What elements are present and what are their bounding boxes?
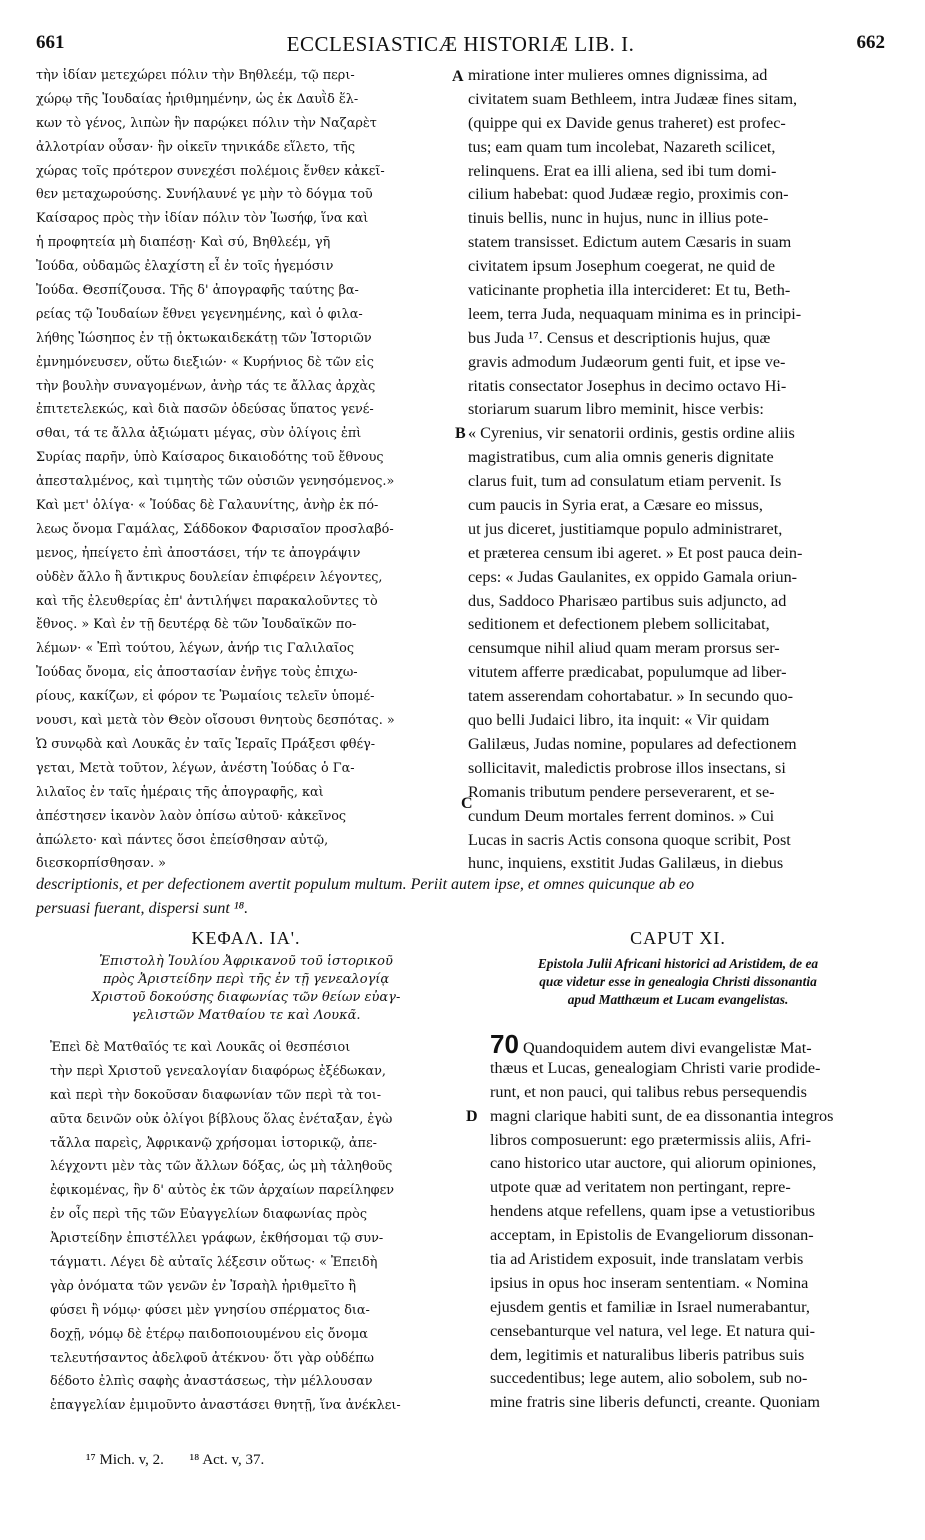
text-line: λέμων· « Ἐπὶ τούτου, λέγων, ἀνήρ τις Γαλιλαῖος: [36, 641, 355, 657]
text-line: τὴν περὶ Χριστοῦ γενεαλογίαν διαφόρως ἐξέδωκαν,: [50, 1063, 386, 1079]
text-line: Ἰούδα, οὐδαμῶς ἐλαχίστη εἶ ἐν τοῖς ἡγεμόσιν: [36, 259, 334, 275]
text-line: seditionem et defectionem plebem sollicitabat,: [468, 615, 770, 634]
text-line: τὴν βουλὴν συναγομένων, ἀνὴρ τάς τε ἄλλας ἀρχὰς: [36, 378, 376, 394]
text-line: τἄλλα παρεὶς, Ἀφρικανῷ χρήσομαι ἱστορικῷ, ἀπε-: [50, 1135, 377, 1151]
text-line: δοχῇ, νόμῳ δὲ ἑτέρῳ παιδοποιουμένου εἰς ὄνομα: [50, 1326, 368, 1342]
subtitle-line: γελιστῶν Ματθαίου τε καὶ Λουκᾶ.: [131, 1008, 361, 1023]
text-line: λεως ὄνομα Γαμάλας, Σάδδοκον Φαρισαῖον προσλαβό-: [36, 521, 394, 537]
page-number-right: 662: [856, 32, 885, 53]
text-line: ejusdem gentis et familiæ in Israel numerabantur,: [490, 1297, 810, 1316]
text-line: quo belli Judaici libro, ita inquit: « Vir quidam: [468, 711, 770, 730]
text-line: λιλαῖος ἐν ταῖς ἡμέραις τῆς ἀπογραφῆς, καὶ: [36, 784, 324, 800]
text-line: sollicitavit, maledictis probrose illos insectans, si: [468, 758, 786, 777]
text-line: ceps: « Judas Gaulanites, ex oppido Gamala oriun-: [468, 567, 798, 586]
text-line: statem transisset. Edictum autem Cæsaris in suam: [468, 233, 792, 252]
text-line: ut jus diceret, justitiamque populo administraret,: [468, 519, 783, 538]
text-line: vaticinante prophetia illa intercideret: Et tu, Beth-: [468, 281, 791, 300]
latin-text-column-bottom: [490, 1033, 900, 1415]
text-line: χώρῳ τῆς Ἰουδαίας ἠριθμημένην, ὡς ἐκ Δαυῒδ ἕλ-: [36, 91, 359, 107]
text-line: ἐπιτετελεκώς, καὶ διὰ πασῶν ὁδεύσας ὕπατος γενέ-: [36, 402, 374, 418]
text-line: τὴν ἰδίαν μετεχώρει πόλιν τὴν Βηθλεέμ, τῷ περι-: [36, 68, 355, 83]
text-line: (quippe qui ex Davide genus traheret) est profec-: [468, 113, 786, 132]
text-line: hunc, inquiens, exstitit Judas Galilæus, in diebus: [468, 854, 784, 873]
text-line: ipsius in opus hoc inseram sententiam. « Nomina: [490, 1273, 809, 1292]
text-line: thæus et Lucas, genealogiam Christi varie prodide-: [490, 1058, 821, 1077]
greek-text-column-top: [36, 64, 456, 876]
text-line: ἐμνημόνευσεν, οὕτω διεξιών· « Κυρήνιος δὲ τῶν εἰς: [36, 354, 374, 370]
margin-marker-c: C: [461, 795, 473, 812]
text-line: ἀπέστησεν ἱκανὸν λαὸν ὀπίσω αὐτοῦ· κἀκεῖνος: [36, 808, 347, 824]
text-line: λήθης Ἰώσηπος ἐν τῇ ὀκτωκαιδεκάτῃ τῶν Ἱστοριῶν: [36, 330, 372, 346]
text-line: civitatem ipsum Josephum coegerat, ne quid de: [468, 257, 776, 276]
text-line: vitutem afferre prædicabat, populumque ad liber-: [468, 663, 787, 682]
text-line: censumque nihil aliud quam meram prorsus ser-: [468, 639, 780, 658]
text-line: διεσκορπίσθησαν. »: [36, 856, 166, 872]
text-line: Ἰούδας ὄνομα, εἰς ἀποστασίαν ἐνῆγε τοὺς ἐπιχω-: [36, 665, 358, 681]
page-header: [36, 30, 885, 60]
text-line: καὶ περὶ τὴν δοκοῦσαν διαφωνίαν τῶν περὶ τὰ τοι-: [50, 1087, 382, 1103]
text-line: magni clarique habiti sunt, de ea dissonantia integros: [490, 1106, 834, 1125]
text-line: bus Juda ¹⁷. Census et descriptionis hujus, quæ: [468, 328, 771, 347]
text-line: Romanis tributum pendere perseverarent, et se-: [468, 782, 775, 801]
text-line: censebanturque vel natura, vel lege. Et natura qui-: [490, 1321, 815, 1340]
latin-chapter-subtitle: [468, 955, 888, 1009]
text-line: Lucas in sacris Actis consona quoque scribit, Post: [468, 830, 791, 849]
text-line: ἀλλοτρίαν οὖσαν· ἣν οἰκεῖν τηνικάδε εἵλετο, τῆς: [36, 139, 355, 155]
text-line: acceptam, in Epistolis de Evangeliorum dissonan-: [490, 1226, 814, 1245]
text-line: θεν μεταχωρούσης. Συνήλαυνέ γε μὴν τὸ δόγμα τοῦ: [36, 187, 373, 203]
text-line: γεται, Μετὰ τοῦτον, λέγων, ἀνέστη Ἰούδας ὁ Γα-: [36, 760, 355, 776]
text-line: « Cyrenius, vir senatorii ordinis, gestis ordine aliis: [468, 424, 795, 443]
text-line: ἔθνος. » Καὶ ἐν τῇ δευτέρᾳ δὲ τῶν Ἰουδαϊκῶν πο-: [36, 617, 357, 633]
text-line: χώρας τοῖς πρότερον συνεχέσι πολέμοις ἔνθεν κἀκεῖ-: [36, 163, 385, 179]
text-line: miratione inter mulieres omnes dignissima, ad: [468, 66, 768, 84]
footnote-18: ¹⁸ Act. v, 37.: [189, 1452, 265, 1468]
text-line: runt, et non pauci, qui talibus rebus persequendis: [490, 1082, 807, 1101]
text-line: tatem asserendam cohortabatur. » In secundo quo-: [468, 687, 793, 706]
subtitle-line: πρὸς Ἀριστείδην περὶ τῆς ἐν τῇ γενεαλογίᾳ: [102, 972, 390, 987]
greek-chapter-heading: ΚΕΦΑΛ. ΙΑ'.: [191, 928, 301, 948]
text-line: ritatis consectator Josephus in decimo octavo Hi-: [468, 376, 787, 395]
text-line: utpote quæ ad veritatem non pertingant, repre-: [490, 1178, 791, 1197]
text-line: γὰρ ὀνόματα τῶν γενῶν ἐν Ἰσραὴλ ἠριθμεῖτο ἢ: [50, 1278, 357, 1294]
text-line: καὶ τῆς ἐλευθερίας ἐπ' ἀντιλήψει παρακαλοῦντες τὸ: [36, 593, 378, 609]
greek-text-column-bottom: [50, 1036, 460, 1418]
section-number: 70: [490, 1033, 519, 1057]
text-line: τάγματι. Λέγει δὲ αὐταῖς λέξεσιν οὕτως· « Ἐπειδὴ: [50, 1255, 378, 1271]
text-line: cilium habebat: quod Judææ regio, proximis con-: [468, 185, 789, 204]
text-line: tia ad Aristidem exposuit, inde translatam verbis: [490, 1250, 804, 1269]
text-line: civitatem suam Bethleem, intra Judææ fines sitam,: [468, 89, 798, 108]
footnote-17: ¹⁷ Mich. v, 2.: [86, 1452, 164, 1468]
full-width-line-2: persuasi fuerant, dispersi sunt ¹⁸.: [36, 900, 249, 917]
latin-text-column-top: [468, 64, 888, 876]
greek-chapter-subtitle: [36, 953, 456, 1025]
text-line: νουσι, καὶ μετὰ τὸν Θεὸν οἴσουσι θνητοὺς δεσπότας. »: [36, 713, 395, 729]
text-line: tinuis bellis, nunc in hujus, nunc in illius pote-: [468, 209, 769, 228]
text-line: leem, terra Juda, nequaquam minima es in principi-: [468, 304, 802, 323]
latin-chapter-heading: CAPUT XI.: [630, 928, 726, 948]
text-line: magistratibus, cum alia omnis generis dignitate: [468, 448, 774, 467]
subtitle-line: Χριστοῦ δοκούσης διαφωνίας τῶν θείων εὐαγ-: [91, 990, 401, 1005]
subtitle-line: quæ videtur esse in genealogia Christi dissonantia: [539, 974, 817, 989]
text-line: Ἐπεὶ δὲ Ματθαῖός τε καὶ Λουκᾶς οἱ θεσπέσιοι: [50, 1040, 351, 1055]
text-line: ρείας τῷ Ἰουδαίων ἔθνει γεγενημένης, καὶ ὁ φιλα-: [36, 306, 363, 322]
text-line: αῦτα δεινῶν οὐκ ὀλίγοι βίβλους ὅλας ἐνέταξαν, ἐγὼ: [50, 1111, 393, 1127]
text-line: ἡ προφητεία μὴ διαπέσῃ· Καὶ σύ, Βηθλεέμ, γῆ: [36, 235, 331, 251]
subtitle-line: apud Matthæum et Lucam evangelistas.: [567, 992, 789, 1007]
text-line: mine fratris sine liberis defuncti, creante. Quoniam: [490, 1393, 820, 1412]
text-line: cum paucis in Syria erat, a Cæsare eo missus,: [468, 496, 763, 515]
text-line: ἐπαγγελίαν ἐμιμοῦντο ἀναστάσει θνητῇ, ἵνα ἀνέκλει-: [50, 1398, 401, 1414]
text-line: δέδοτο ἐλπὶς σαφὴς ἀναστάσεως, τὴν μέλλουσαν: [50, 1374, 373, 1390]
text-line: κων τὸ γένος, λιπὼν ἣν παρῴκει πόλιν τὴν Ναζαρὲτ: [36, 115, 377, 131]
full-width-line-1: descriptionis, et per defectionem avertit populum multum. Periit autem ipse, et omnes quicunque ab eo: [36, 876, 695, 893]
text-line: et præterea censum ibi ageret. » Et post pauca dein-: [468, 543, 803, 562]
text-line: λέγχοντι μὲν τὰς τῶν ἄλλων δόξας, ὡς μὴ τἀληθοῦς: [50, 1159, 393, 1175]
text-line: tus; eam quam tum incolebat, Nazareth scilicet,: [468, 137, 776, 156]
text-line: cundum Deum mortales ferrent dominos. » Cui: [468, 806, 775, 825]
latin-first-line-text: Quandoquidem autem divi evangelistæ Mat-: [522, 1039, 812, 1057]
latin-chapter-first-line: [490, 1033, 900, 1057]
text-line: οὐδὲν ἄλλο ἢ ἄντικρυς δουλείαν ἐπιφέρειν λέγοντες,: [36, 569, 383, 585]
subtitle-line: Epistola Julii Africani historici ad Aristidem, de ea: [537, 956, 819, 971]
footnotes: [86, 1452, 286, 1469]
text-line: gravis admodum Judæorum genti fuit, et ipse ve-: [468, 352, 786, 371]
text-line: ἐφικομένας, ἣν δ' αὐτὸς ἐκ τῶν ἀρχαίων παρείληφεν: [50, 1183, 394, 1199]
text-line: Καὶ μετ' ὀλίγα· « Ἰούδας δὲ Γαλαυνίτης, ἀνὴρ ἐκ πό-: [36, 498, 379, 514]
text-line: Galilæus, Judas nomine, populares ad defectionem: [468, 734, 797, 753]
text-line: libros composuerunt: ego prætermissis aliis, Afri-: [490, 1130, 812, 1149]
text-line: Ἰούδα. Θεσπίζουσα. Τῆς δ' ἀπογραφῆς ταύτης βα-: [36, 283, 359, 299]
margin-marker-a: A: [452, 68, 464, 85]
page-number-left: 661: [36, 32, 65, 53]
text-line: storiarum suarum libro meminit, hisce verbis:: [468, 400, 764, 419]
text-line: Ὡ συνῳδὰ καὶ Λουκᾶς ἐν ταῖς Ἱεραῖς Πράξεσι φθέγ-: [36, 736, 376, 752]
text-line: φύσει ἢ νόμῳ· φύσει μὲν γνησίου σπέρματος δια-: [50, 1302, 370, 1318]
text-line: clarus fuit, tum ad consulatum etiam pervenit. Is: [468, 472, 782, 491]
text-line: relinquens. Erat ea illi aliena, sed ibi tum domi-: [468, 161, 777, 180]
text-line: dus, Saddoco Pharisæo partibus suis adjuncto, ad: [468, 591, 787, 610]
text-line: dem, legitimis et naturalibus liberis patribus suis: [490, 1345, 805, 1364]
text-line: Ἀριστείδην ἐπιστέλλει γράφων, ἐκθήσομαι τῷ συν-: [50, 1231, 384, 1247]
subtitle-line: Ἐπιστολὴ Ἰουλίου Ἀφρικανοῦ τοῦ ἱστορικοῦ: [99, 954, 393, 969]
text-line: Καίσαρος πρὸς τὴν ἰδίαν πόλιν τὸν Ἰωσήφ, ἵνα καὶ: [36, 211, 369, 227]
text-line: τελευτήσαντος ἀδελφοῦ ἀτέκνου· ὅτι γὰρ οὐδέπω: [50, 1350, 374, 1366]
text-line: ἐν οἷς περὶ τῆς τῶν Εὐαγγελίων διαφωνίας πρὸς: [50, 1207, 367, 1223]
text-line: σθαι, τά τε ἄλλα ἀξιώματι μέγας, σὺν ὀλίγοις ἐπὶ: [36, 426, 362, 442]
margin-marker-d: D: [466, 1108, 478, 1125]
text-line: ἀπώλετο· καὶ πάντες ὅσοι ἐπείσθησαν αὐτῷ,: [36, 832, 329, 848]
text-line: Συρίας παρῆν, ὑπὸ Καίσαρος δικαιοδότης τοῦ ἔθνους: [36, 450, 384, 466]
text-line: cano historico utar auctore, qui aliorum opiniones,: [490, 1154, 817, 1173]
text-line: μενος, ἠπείγετο ἐπὶ ἀποστάσει, τήν τε ἀπογράψιν: [36, 545, 361, 561]
text-line: ἀπεσταλμένος, καὶ τιμητὴς τῶν οὐσιῶν γενησόμενος.»: [36, 474, 395, 490]
margin-marker-b: B: [455, 425, 466, 442]
text-line: ρίους, κακίζων, εἰ φόρον τε Ῥωμαίοις τελεῖν ὑπομέ-: [36, 689, 375, 705]
text-line: hendens atque refellens, quam ipse a vetustioribus: [490, 1202, 816, 1221]
text-line: succedentibus; lege autem, alio sobolem, sub no-: [490, 1369, 808, 1388]
running-title: ECCLESIASTICÆ HISTORIÆ LIB. I.: [286, 32, 635, 56]
